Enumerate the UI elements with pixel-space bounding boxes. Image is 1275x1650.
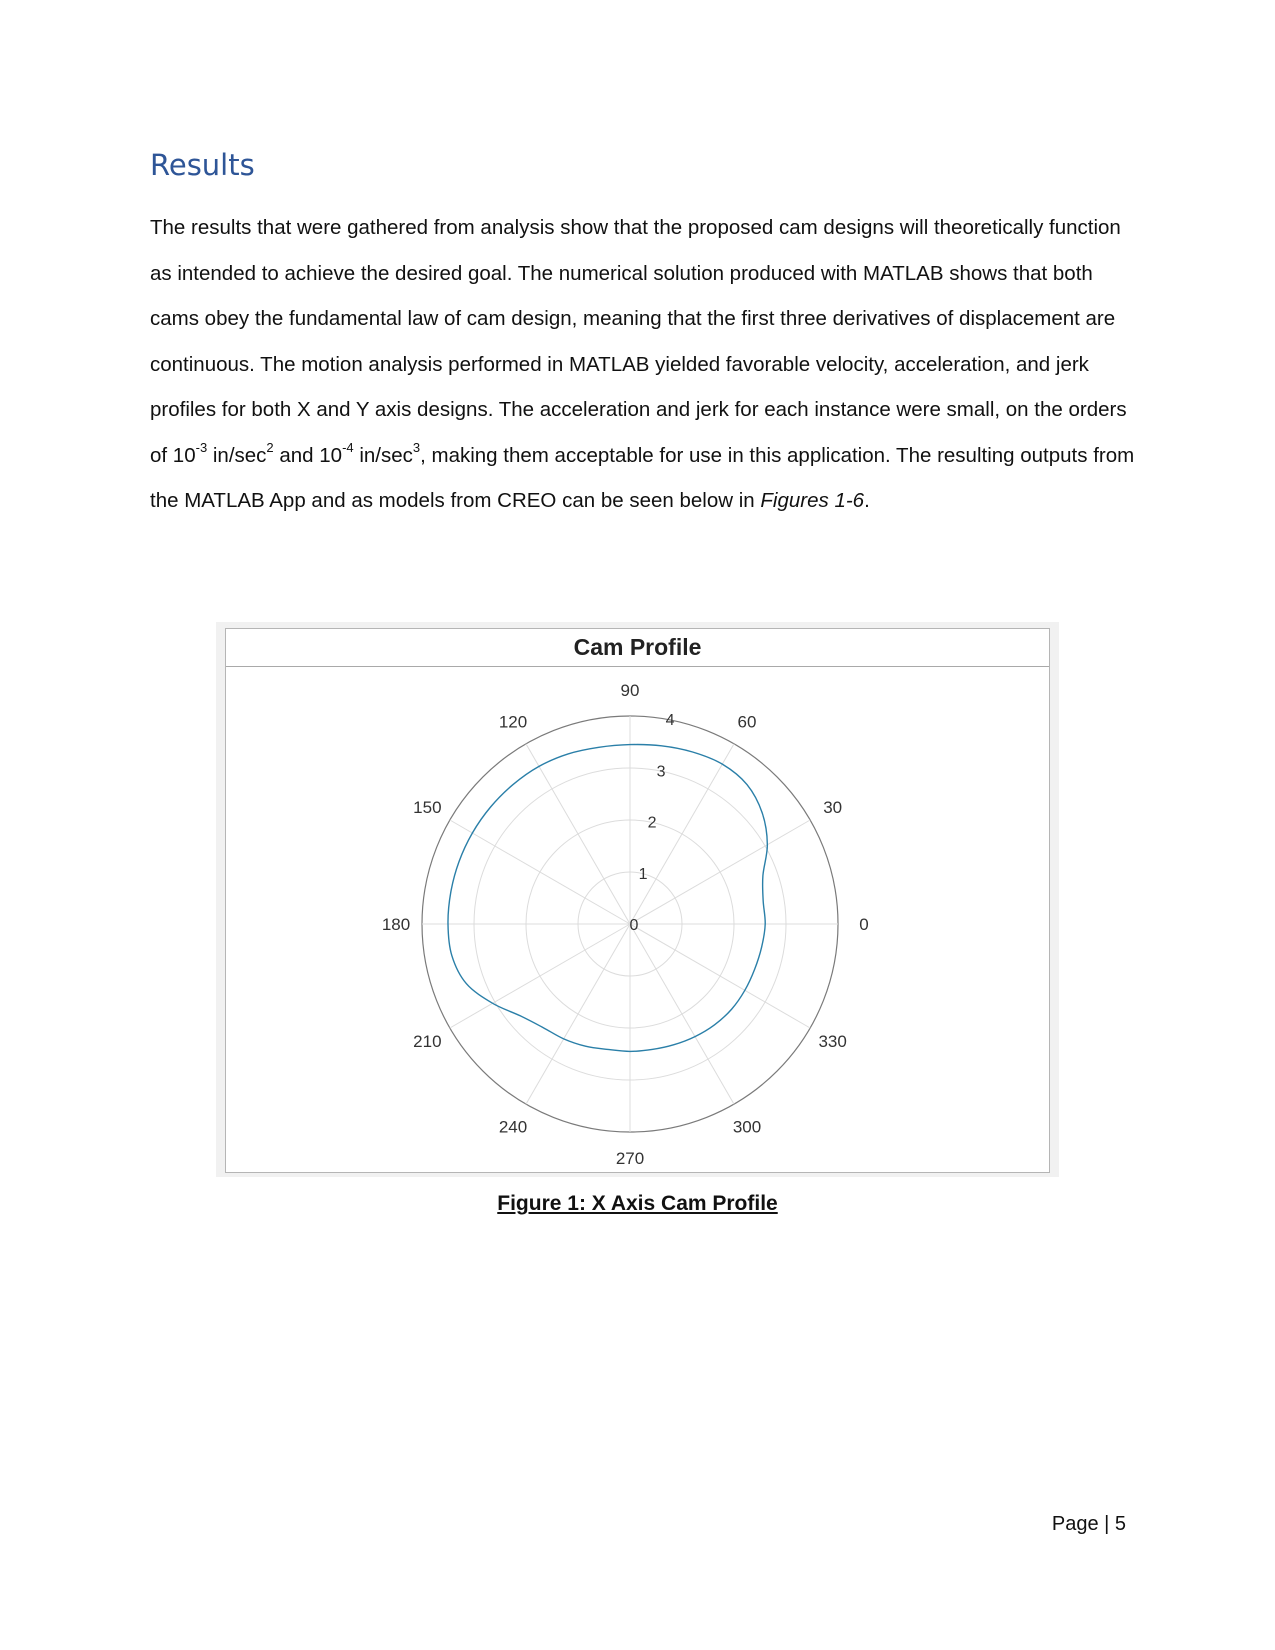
- angle-tick-label: 330: [818, 1032, 847, 1051]
- radial-tick-label: 0: [629, 917, 639, 934]
- radial-tick-label: 2: [647, 814, 657, 832]
- angle-tick-label: 30: [823, 798, 843, 817]
- chart-frame: [225, 628, 1050, 1173]
- paragraph-text-5: , making them acceptable for use in this application. The resulting outputs from the MATLAB App and as models from CREO can be seen below in: [150, 443, 1135, 512]
- polar-spoke: [630, 744, 734, 924]
- cam-profile-line: [448, 745, 767, 1052]
- polar-spoke: [450, 820, 630, 924]
- figure-caption: Figure 1: X Axis Cam Profile: [497, 1192, 778, 1215]
- figure-container: [216, 622, 1059, 1177]
- exponent-3: -4: [342, 439, 354, 455]
- exponent-4: 3: [412, 439, 421, 455]
- figure-reference: Figures 1-6: [760, 489, 865, 512]
- angle-tick-label: 120: [498, 712, 528, 732]
- angle-tick-label: 0: [859, 915, 869, 934]
- exponent-2: 2: [266, 439, 274, 455]
- radial-tick-label: 1: [638, 865, 648, 883]
- paragraph-text-6: .: [864, 489, 870, 512]
- results-paragraph: [150, 205, 1140, 524]
- chart-title: Cam Profile: [226, 629, 1049, 667]
- polar-spoke: [526, 924, 630, 1104]
- paragraph-text-4: in/sec: [353, 443, 413, 467]
- angle-tick-label: 180: [381, 915, 411, 934]
- radial-tick-label: 4: [665, 712, 675, 730]
- angle-tick-label: 60: [737, 712, 757, 732]
- angle-tick-label: 210: [413, 1032, 442, 1051]
- radial-tick-label: 3: [656, 763, 666, 781]
- page-number: Page | 5: [1051, 1513, 1126, 1535]
- exponent-1: -3: [195, 439, 208, 455]
- polar-spoke: [526, 744, 630, 924]
- polar-chart: [226, 667, 1049, 1172]
- section-heading: Results: [150, 148, 255, 182]
- angle-tick-label: 150: [413, 798, 442, 817]
- polar-spoke: [630, 924, 734, 1104]
- angle-tick-label: 300: [732, 1117, 762, 1137]
- paragraph-text-3: and 10: [273, 443, 343, 467]
- angle-tick-label: 90: [620, 681, 640, 700]
- paragraph-text-2: in/sec: [207, 443, 267, 467]
- polar-spoke: [630, 820, 810, 924]
- paragraph-text-1: The results that were gathered from analysis show that the proposed cam designs will theoretically function as intended to achieve the desired goal. The numerical solution produced with MATLAB shows that both cams obey the fundamental law of cam design, meaning that the first three derivatives of displacement are continuous. The motion analysis performed in MATLAB yielded favorable velocity, acceleration, and jerk profiles for both X and Y axis designs. The acceleration and jerk for each instance were small, on the orders of 10: [150, 216, 1127, 467]
- angle-tick-label: 270: [615, 1149, 645, 1168]
- polar-spoke: [630, 924, 810, 1028]
- angle-tick-label: 240: [498, 1117, 528, 1137]
- polar-spoke: [450, 924, 630, 1028]
